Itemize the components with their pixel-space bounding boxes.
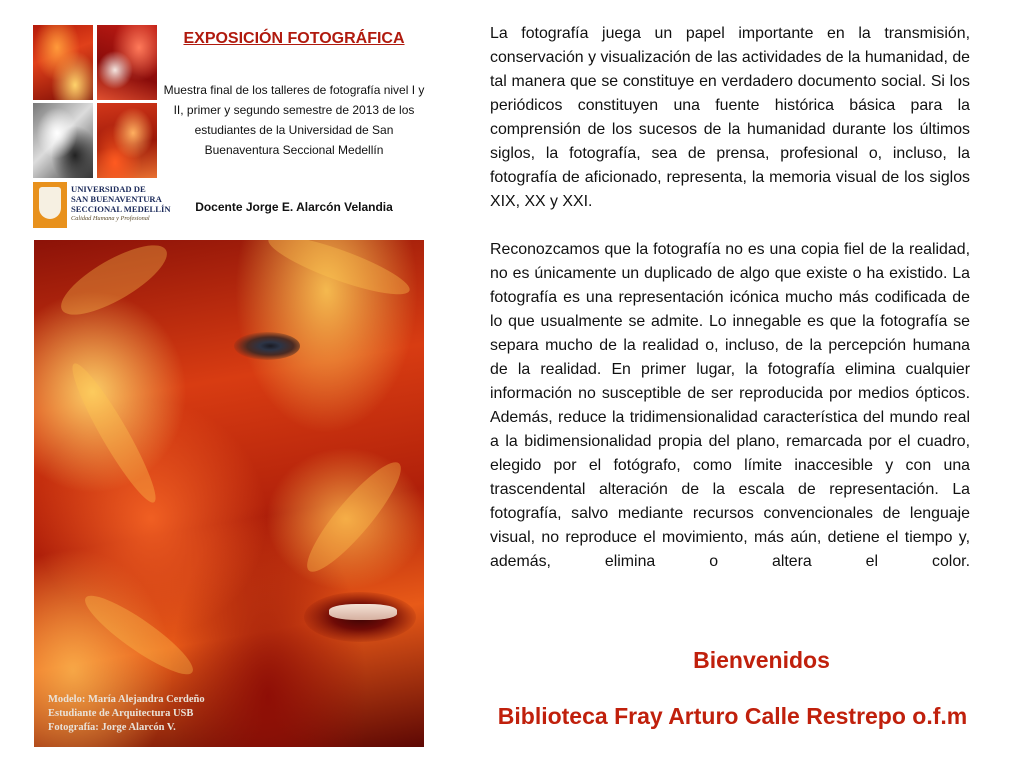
thumbnail-photo-2 (97, 25, 157, 100)
library-name: Biblioteca Fray Arturo Calle Restrepo o.f.m (497, 703, 968, 729)
eye-detail (234, 332, 300, 360)
university-logo (33, 182, 171, 228)
logo-line-3: SECCIONAL MEDELLÍN (71, 204, 171, 214)
logo-line-2: SAN BUENAVENTURA (71, 194, 162, 204)
thumbnail-photo-1 (33, 25, 93, 100)
teeth-detail (329, 604, 397, 620)
logo-line-1: UNIVERSIDAD DE (71, 184, 146, 194)
exhibition-teacher: Docente Jorge E. Alarcón Velandia (195, 200, 393, 214)
logo-tagline: Calidad Humana y Profesional (71, 215, 150, 222)
caption-model: Modelo: María Alejandra Cerdeño (48, 694, 205, 705)
exhibition-title: EXPOSICIÓN FOTOGRÁFICA (183, 30, 405, 47)
caption-student: Estudiante de Arquitectura USB (48, 708, 194, 719)
paragraph-1: La fotografía juega un papel importante en la transmisión, conservación y visualización de las actividades de la humanidad, de tal manera que se constituye en verdadero documento social. Si los periódicos constituyen una fuente histórica básica para la comprensión de los sucesos de la humanidad durante los últimos siglos, la fotografía, sea de prensa, profesional o, incluso, la fotografía de aficionado, representa, la memoria visual de los siglos XIX, XX y XXI. (490, 25, 970, 210)
photo-caption (48, 693, 205, 735)
paragraph-2: Reconozcamos que la fotografía no es una copia fiel de la realidad, no es únicamente un duplicado de algo que existe o ha existido. La fotografía es una representación icónica mucho más codificada de lo que usualmente se admite. Lo innegable es que la fotografía se separa mucho de la realidad o, incluso, de la percepción humana de la realidad. En primer lugar, la fotografía elimina cualquier información no susceptible de ser reproducida por medios ópticos. Además, reduce la tridimensionalidad característica del mundo real a la bidimensionalidad propia del plano, remarcada por el cuadro, elegido por el fotógrafo, como límite inaccesible y con una trascendental alteración de la escala de representación. La fotografía, salvo mediante recursos convencionales de lenguaje visual, no reproduce el movimiento, más aún, detiene el tiempo y, además, elimina o altera el color. (490, 241, 970, 570)
thumbnail-photo-3 (33, 103, 93, 178)
exhibition-description: Muestra final de los talleres de fotografía nivel I y II, primer y segundo semestre de 2013 de los estudiantes de la Universidad de San Buenaventura Seccional Medellín (163, 83, 425, 157)
thumbnail-photo-4 (97, 103, 157, 178)
caption-photographer: Fotografía: Jorge Alarcón V. (48, 722, 176, 733)
shield-icon (33, 182, 67, 228)
welcome-heading: Bienvenidos (693, 647, 830, 673)
main-photograph (34, 240, 424, 747)
